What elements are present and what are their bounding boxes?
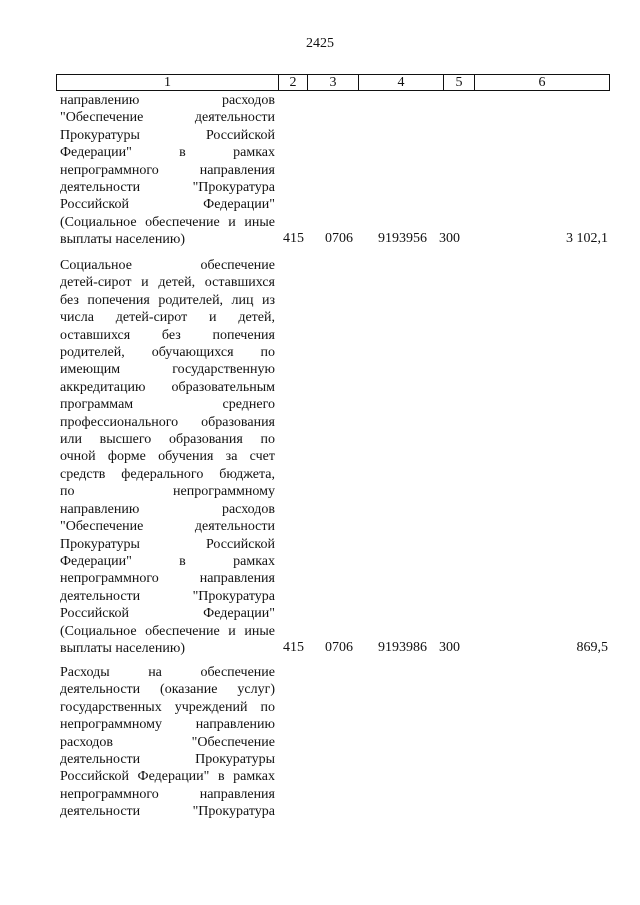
text-line: имеющим государственную (60, 362, 275, 378)
row-2-type: 300 (439, 640, 460, 655)
text-line: деятельности "Прокуратура (60, 180, 275, 196)
text-line: (Социальное обеспечение и иные (60, 623, 275, 639)
row-1-description (60, 92, 275, 249)
text-line: непрограммного направления (60, 571, 275, 587)
text-line: Российской Федерации" (60, 606, 275, 622)
text-line: Социальное обеспечение (60, 258, 275, 273)
text-line: Федерации" в рамках (60, 145, 275, 161)
text-line: по непрограммному (60, 484, 275, 500)
text-line: профессионального образования (60, 414, 275, 430)
text-line: родителей, обучающихся по (60, 345, 275, 361)
header-col-2: 2 (279, 75, 308, 90)
text-line: деятельности Прокуратуры (60, 752, 275, 768)
text-line: деятельности "Прокуратура (60, 804, 275, 820)
text-line: непрограммного направления (60, 786, 275, 802)
text-line: Российской Федерации" (60, 197, 275, 213)
text-line: Прокуратуры Российской (60, 127, 275, 143)
row-1-amount: 3 102,1 (566, 231, 608, 246)
row-1-section: 0706 (325, 231, 353, 246)
text-line: (Социальное обеспечение и иные (60, 214, 275, 230)
text-line: Расходы на обеспечение (60, 665, 275, 680)
header-col-3: 3 (308, 75, 359, 90)
row-2-amount: 869,5 (576, 640, 608, 655)
page-number: 2425 (306, 36, 334, 51)
text-line: Российской Федерации" в рамках (60, 769, 275, 785)
text-line: непрограммному направлению (60, 717, 275, 733)
header-col-5: 5 (444, 75, 475, 90)
header-col-4: 4 (359, 75, 444, 90)
text-line: выплаты населению) (60, 232, 185, 248)
row-2-section: 0706 (325, 640, 353, 655)
row-1-type: 300 (439, 231, 460, 246)
text-line: Федерации" в рамках (60, 553, 275, 569)
text-line: "Обеспечение деятельности (60, 519, 275, 535)
text-line: направлению расходов (60, 93, 275, 108)
text-line: оставшихся без попечения (60, 327, 275, 343)
text-line: деятельности "Прокуратура (60, 588, 275, 604)
text-line: направлению расходов (60, 501, 275, 517)
text-line: детей-сирот и детей, оставшихся (60, 275, 275, 291)
table-header (56, 74, 610, 91)
text-line: без попечения родителей, лиц из (60, 292, 275, 308)
row-3-description (60, 664, 275, 821)
text-line: "Обеспечение деятельности (60, 110, 275, 126)
text-line: государственных учреждений по (60, 699, 275, 715)
text-line: непрограммного направления (60, 162, 275, 178)
text-line: выплаты населению) (60, 640, 185, 656)
text-line: программам среднего (60, 397, 275, 413)
text-line: средств федерального бюджета, (60, 466, 275, 482)
row-2-description (60, 257, 275, 657)
text-line: очной форме обучения за счет (60, 449, 275, 465)
row-2-target: 9193986 (378, 640, 427, 655)
text-line: числа детей-сирот и детей, (60, 310, 275, 326)
text-line: аккредитацию образовательным (60, 379, 275, 395)
text-line: расходов "Обеспечение (60, 734, 275, 750)
text-line: или высшего образования по (60, 432, 275, 448)
row-1-code: 415 (283, 231, 304, 246)
text-line: Прокуратуры Российской (60, 536, 275, 552)
row-1-target: 9193956 (378, 231, 427, 246)
text-line: деятельности (оказание услуг) (60, 682, 275, 698)
row-2-code: 415 (283, 640, 304, 655)
header-col-1: 1 (57, 75, 279, 90)
header-col-6: 6 (538, 75, 546, 90)
